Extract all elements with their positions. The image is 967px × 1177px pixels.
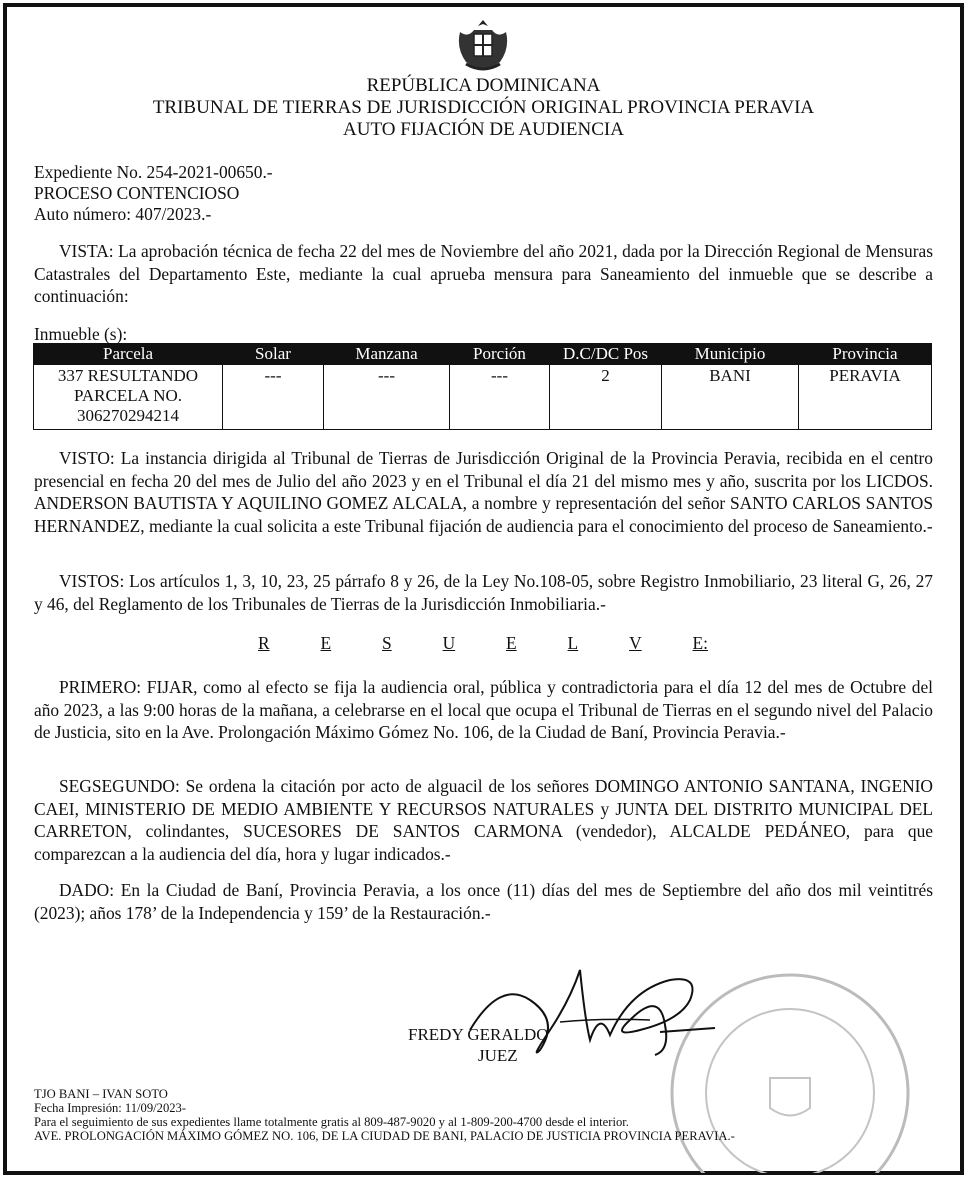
resuelve-letter: L — [567, 633, 579, 653]
expediente-number: Expediente No. 254-2021-00650.- — [34, 162, 273, 182]
inmueble-table — [33, 343, 932, 430]
column-header: Solar — [223, 344, 324, 365]
column-header: D.C/DC Pos — [550, 344, 662, 365]
header-doc-type: AUTO FIJACIÓN DE AUDIENCIA — [343, 119, 624, 140]
footer-contact: Para el seguimiento de sus expedientes llame totalmente gratis al 809-487-9020 y al 1-809-200-4700 desde el interior. — [34, 1115, 629, 1129]
resuelve-letter: E — [320, 633, 332, 653]
table-cell: --- — [324, 365, 450, 430]
table-row — [34, 365, 932, 430]
column-header: Porción — [450, 344, 550, 365]
resuelve-letter: E — [506, 633, 517, 653]
footer-print-date: Fecha Impresión: 11/09/2023- — [34, 1101, 187, 1115]
resuelve-letter: U — [442, 633, 456, 653]
footer-address: AVE. PROLONGACIÓN MÁXIMO GÓMEZ NO. 106, DE LA CIUDAD DE BANI, PALACIO DE JUSTICIA PROVINCIA PERAVIA.- — [34, 1129, 735, 1143]
resuelve-heading — [258, 633, 708, 654]
column-header: Manzana — [324, 344, 450, 365]
footer-clerk: TJO BANI – IVAN SOTO — [34, 1087, 168, 1101]
dado-paragraph: DADO: En la Ciudad de Baní, Provincia Peravia, a los once (11) días del mes de Septiembre del año dos mil veintitrés (2023); años 178’ de la Independencia y 159’ de la Restauración.- — [34, 880, 933, 923]
vista-paragraph: VISTA: La aprobación técnica de fecha 22 del mes de Noviembre del año 2021, dada por la Dirección Regional de Mensuras Catastrales del Departamento Este, mediante la cual aprueba mensura para Saneamiento del inmueble que se describe a continuación: — [34, 241, 933, 306]
visto-paragraph: VISTO: La instancia dirigida al Tribunal de Tierras de Jurisdicción Original de la Provincia Peravia, recibida en el centro presencial en fecha 20 del mes de Julio del año 2023 y en el Tribunal el día 21 del mismo mes y año, suscrita por los LICDOS. ANDERSON BAUTISTA Y AQUILINO GOMEZ ALCALA, a nombre y representación del señor SANTO CARLOS SANTOS HERNANDEZ, mediante la cual solicita a este Tribunal fijación de audiencia para el conocimiento del proceso de Saneamiento.- — [34, 448, 933, 536]
column-header: Provincia — [799, 344, 932, 365]
table-cell: PERAVIA — [799, 365, 932, 430]
header-country: REPÚBLICA DOMINICANA — [366, 75, 601, 96]
table-cell: 2 — [550, 365, 662, 430]
table-cell: BANI — [662, 365, 799, 430]
resuelve-letter: V — [629, 633, 642, 653]
resuelve-letter: S — [382, 633, 392, 653]
vistos-paragraph: VISTOS: Los artículos 1, 3, 10, 23, 25 párrafo 8 y 26, de la Ley No.108-05, sobre Registro Inmobiliario, 23 literal G, 26, 27 y 46, del Reglamento de los Tribunales de Tierras de la Jurisdicción Inmobiliaria.- — [34, 571, 933, 614]
header-tribunal: TRIBUNAL DE TIERRAS DE JURISDICCIÓN ORIGINAL PROVINCIA PERAVIA — [152, 97, 815, 118]
segundo-paragraph: SEGSEGUNDO: Se ordena la citación por acto de alguacil de los señores DOMINGO ANTONIO SANTANA, INGENIO CAEI, MINISTERIO DE MEDIO AMBIENTE Y RECURSOS NATURALES y JUNTA DEL DISTRITO MUNICIPAL DEL CARRETON, colindantes, SUCESORES DE SANTOS CARMONA (vendedor), ALCALDE PEDÁNEO, para que comparezcan a la audiencia del día, hora y lugar indicados.- — [34, 776, 933, 864]
resuelve-letter: R — [258, 633, 270, 653]
table-cell: --- — [450, 365, 550, 430]
resuelve-letter: E: — [692, 633, 708, 653]
table-cell: 337 RESULTANDO PARCELA NO. 306270294214 — [34, 365, 223, 430]
table-header-row — [34, 344, 932, 365]
column-header: Parcela — [34, 344, 223, 365]
primero-paragraph: PRIMERO: FIJAR, como al efecto se fija la audiencia oral, pública y contradictoria para el día 12 del mes de Octubre del año 2023, a las 9:00 horas de la mañana, a celebrarse en el local que ocupa el Tribunal de Tierras en el segundo nivel del Palacio de Justicia, sito en la Ave. Prolongación Máximo Gómez No. 106, de la Ciudad de Baní, Provincia Peravia.- — [34, 677, 933, 742]
process-type: PROCESO CONTENCIOSO — [34, 183, 240, 203]
judge-name: FREDY GERALDO — [408, 1025, 549, 1044]
auto-number: Auto número: 407/2023.- — [34, 204, 212, 224]
inmueble-label: Inmueble (s): — [34, 324, 128, 344]
judge-role: JUEZ — [478, 1046, 518, 1065]
table-cell: --- — [223, 365, 324, 430]
column-header: Municipio — [662, 344, 799, 365]
coat-of-arms-icon — [452, 18, 514, 72]
